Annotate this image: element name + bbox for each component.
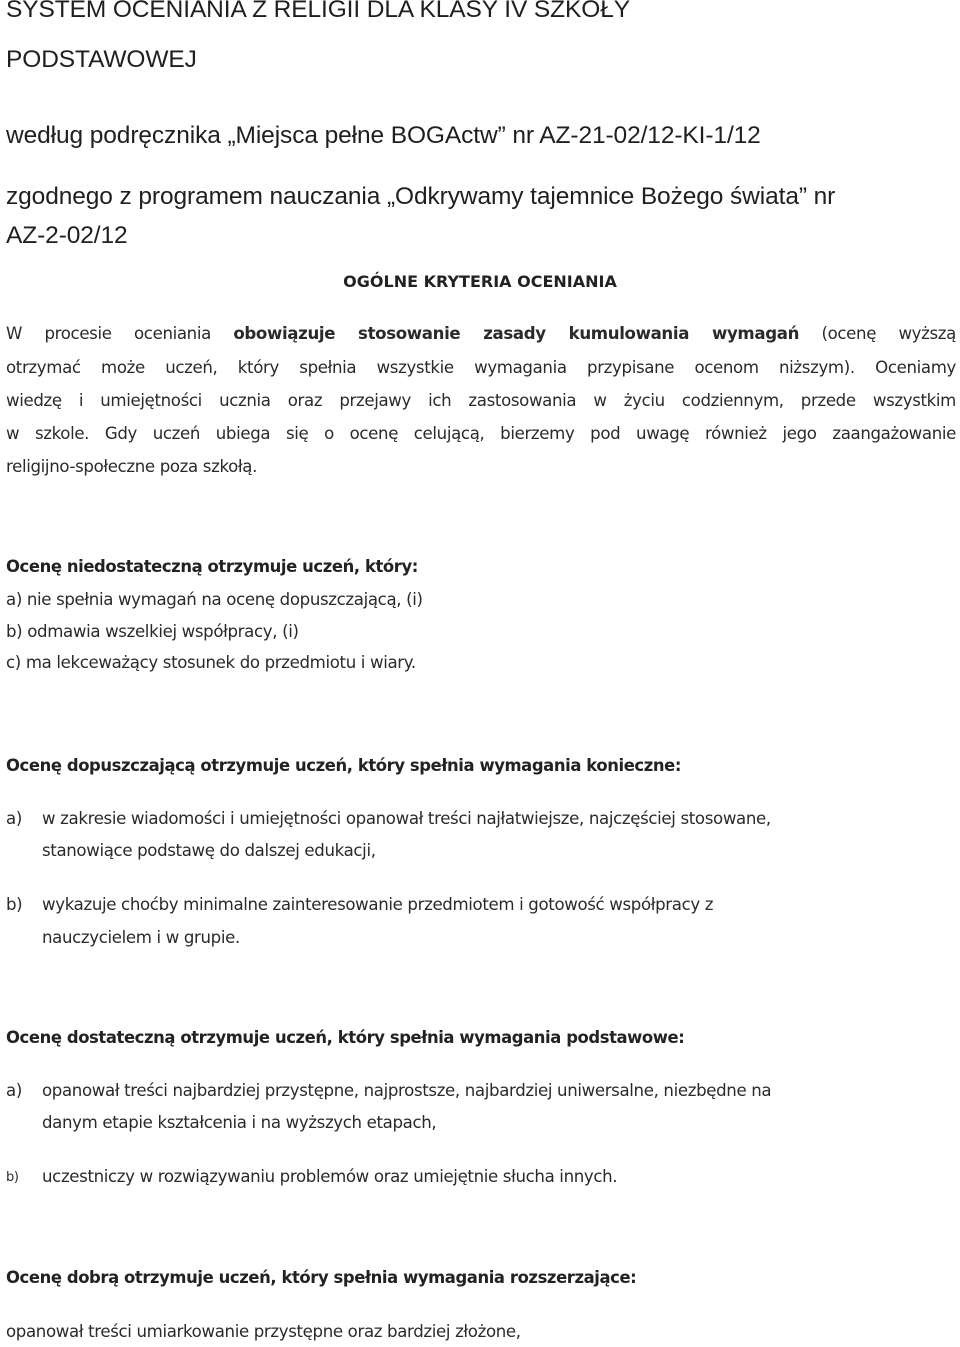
list-item-continuation: danym etapie kształcenia i na wyższych etapach, bbox=[42, 1113, 437, 1132]
grade-sufficient-heading: Ocenę dopuszczającą otrzymuje uczeń, który spełnia wymagania konieczne: bbox=[6, 756, 682, 775]
general-paragraph-line-4: w szkole. Gdy uczeń ubiega się o ocenę celującą, bierzemy pod uwagę również jego zaangażowanie bbox=[6, 424, 956, 443]
list-marker: b) bbox=[6, 895, 23, 914]
list-item: a) nie spełnia wymagań na ocenę dopuszczającą, (i) bbox=[6, 590, 423, 609]
list-item: c) ma lekceważący stosunek do przedmiotu i wiary. bbox=[6, 653, 416, 672]
list-item-continuation: stanowiące podstawę do dalszej edukacji, bbox=[42, 841, 376, 860]
list-marker: b) bbox=[6, 1170, 19, 1185]
list-marker: a) bbox=[6, 809, 22, 828]
list-item: opanował treści najbardziej przystępne, najprostsze, najbardziej uniwersalne, niezbędne na bbox=[42, 1081, 772, 1100]
curriculum-reference-line-2: AZ-2-02/12 bbox=[6, 222, 128, 249]
document-title-line-2: PODSTAWOWEJ bbox=[6, 46, 197, 73]
list-item: b) odmawia wszelkiej współpracy, (i) bbox=[6, 622, 299, 641]
general-paragraph-line-2: otrzymać może uczeń, który spełnia wszystkie wymagania przypisane ocenom niższym). Oceniamy bbox=[6, 358, 956, 377]
grade-insufficient-heading: Ocenę niedostateczną otrzymuje uczeń, który: bbox=[6, 557, 418, 576]
document-title-line-1: SYSTEM OCENIANIA Z RELIGII DLA KLASY IV SZKOŁY bbox=[6, 0, 630, 23]
general-paragraph-line-1: W procesie oceniania obowiązuje stosowanie zasady kumulowania wymagań (ocenę wyższą bbox=[6, 324, 956, 343]
curriculum-reference-line-1: zgodnego z programem nauczania „Odkrywamy tajemnice Bożego świata” nr bbox=[6, 183, 836, 210]
list-marker: a) bbox=[6, 1081, 22, 1100]
list-item-continuation: nauczycielem i w grupie. bbox=[42, 928, 240, 947]
grade-satisfactory-heading: Ocenę dostateczną otrzymuje uczeń, który spełnia wymagania podstawowe: bbox=[6, 1028, 685, 1047]
grade-good-heading: Ocenę dobrą otrzymuje uczeń, który spełnia wymagania rozszerzające: bbox=[6, 1268, 637, 1287]
list-item: wykazuje choćby minimalne zainteresowanie przedmiotem i gotowość współpracy z bbox=[42, 895, 714, 914]
paragraph-line: opanował treści umiarkowanie przystępne oraz bardziej złożone, bbox=[6, 1322, 521, 1341]
general-paragraph-line-3: wiedzę i umiejętności ucznia oraz przejawy ich zastosowania w życiu codziennym, przede wszystkim bbox=[6, 391, 956, 410]
general-paragraph-line-5: religijno-społeczne poza szkołą. bbox=[6, 457, 258, 476]
list-item: w zakresie wiadomości i umiejętności opanował treści najłatwiejsze, najczęściej stosowane, bbox=[42, 809, 771, 828]
textbook-reference: według podręcznika „Miejsca pełne BOGActw” nr AZ-21-02/12-KI-1/12 bbox=[6, 122, 761, 149]
list-item: uczestniczy w rozwiązywaniu problemów oraz umiejętnie słucha innych. bbox=[42, 1167, 618, 1186]
general-criteria-heading: OGÓLNE KRYTERIA OCENIANIA bbox=[343, 272, 617, 291]
